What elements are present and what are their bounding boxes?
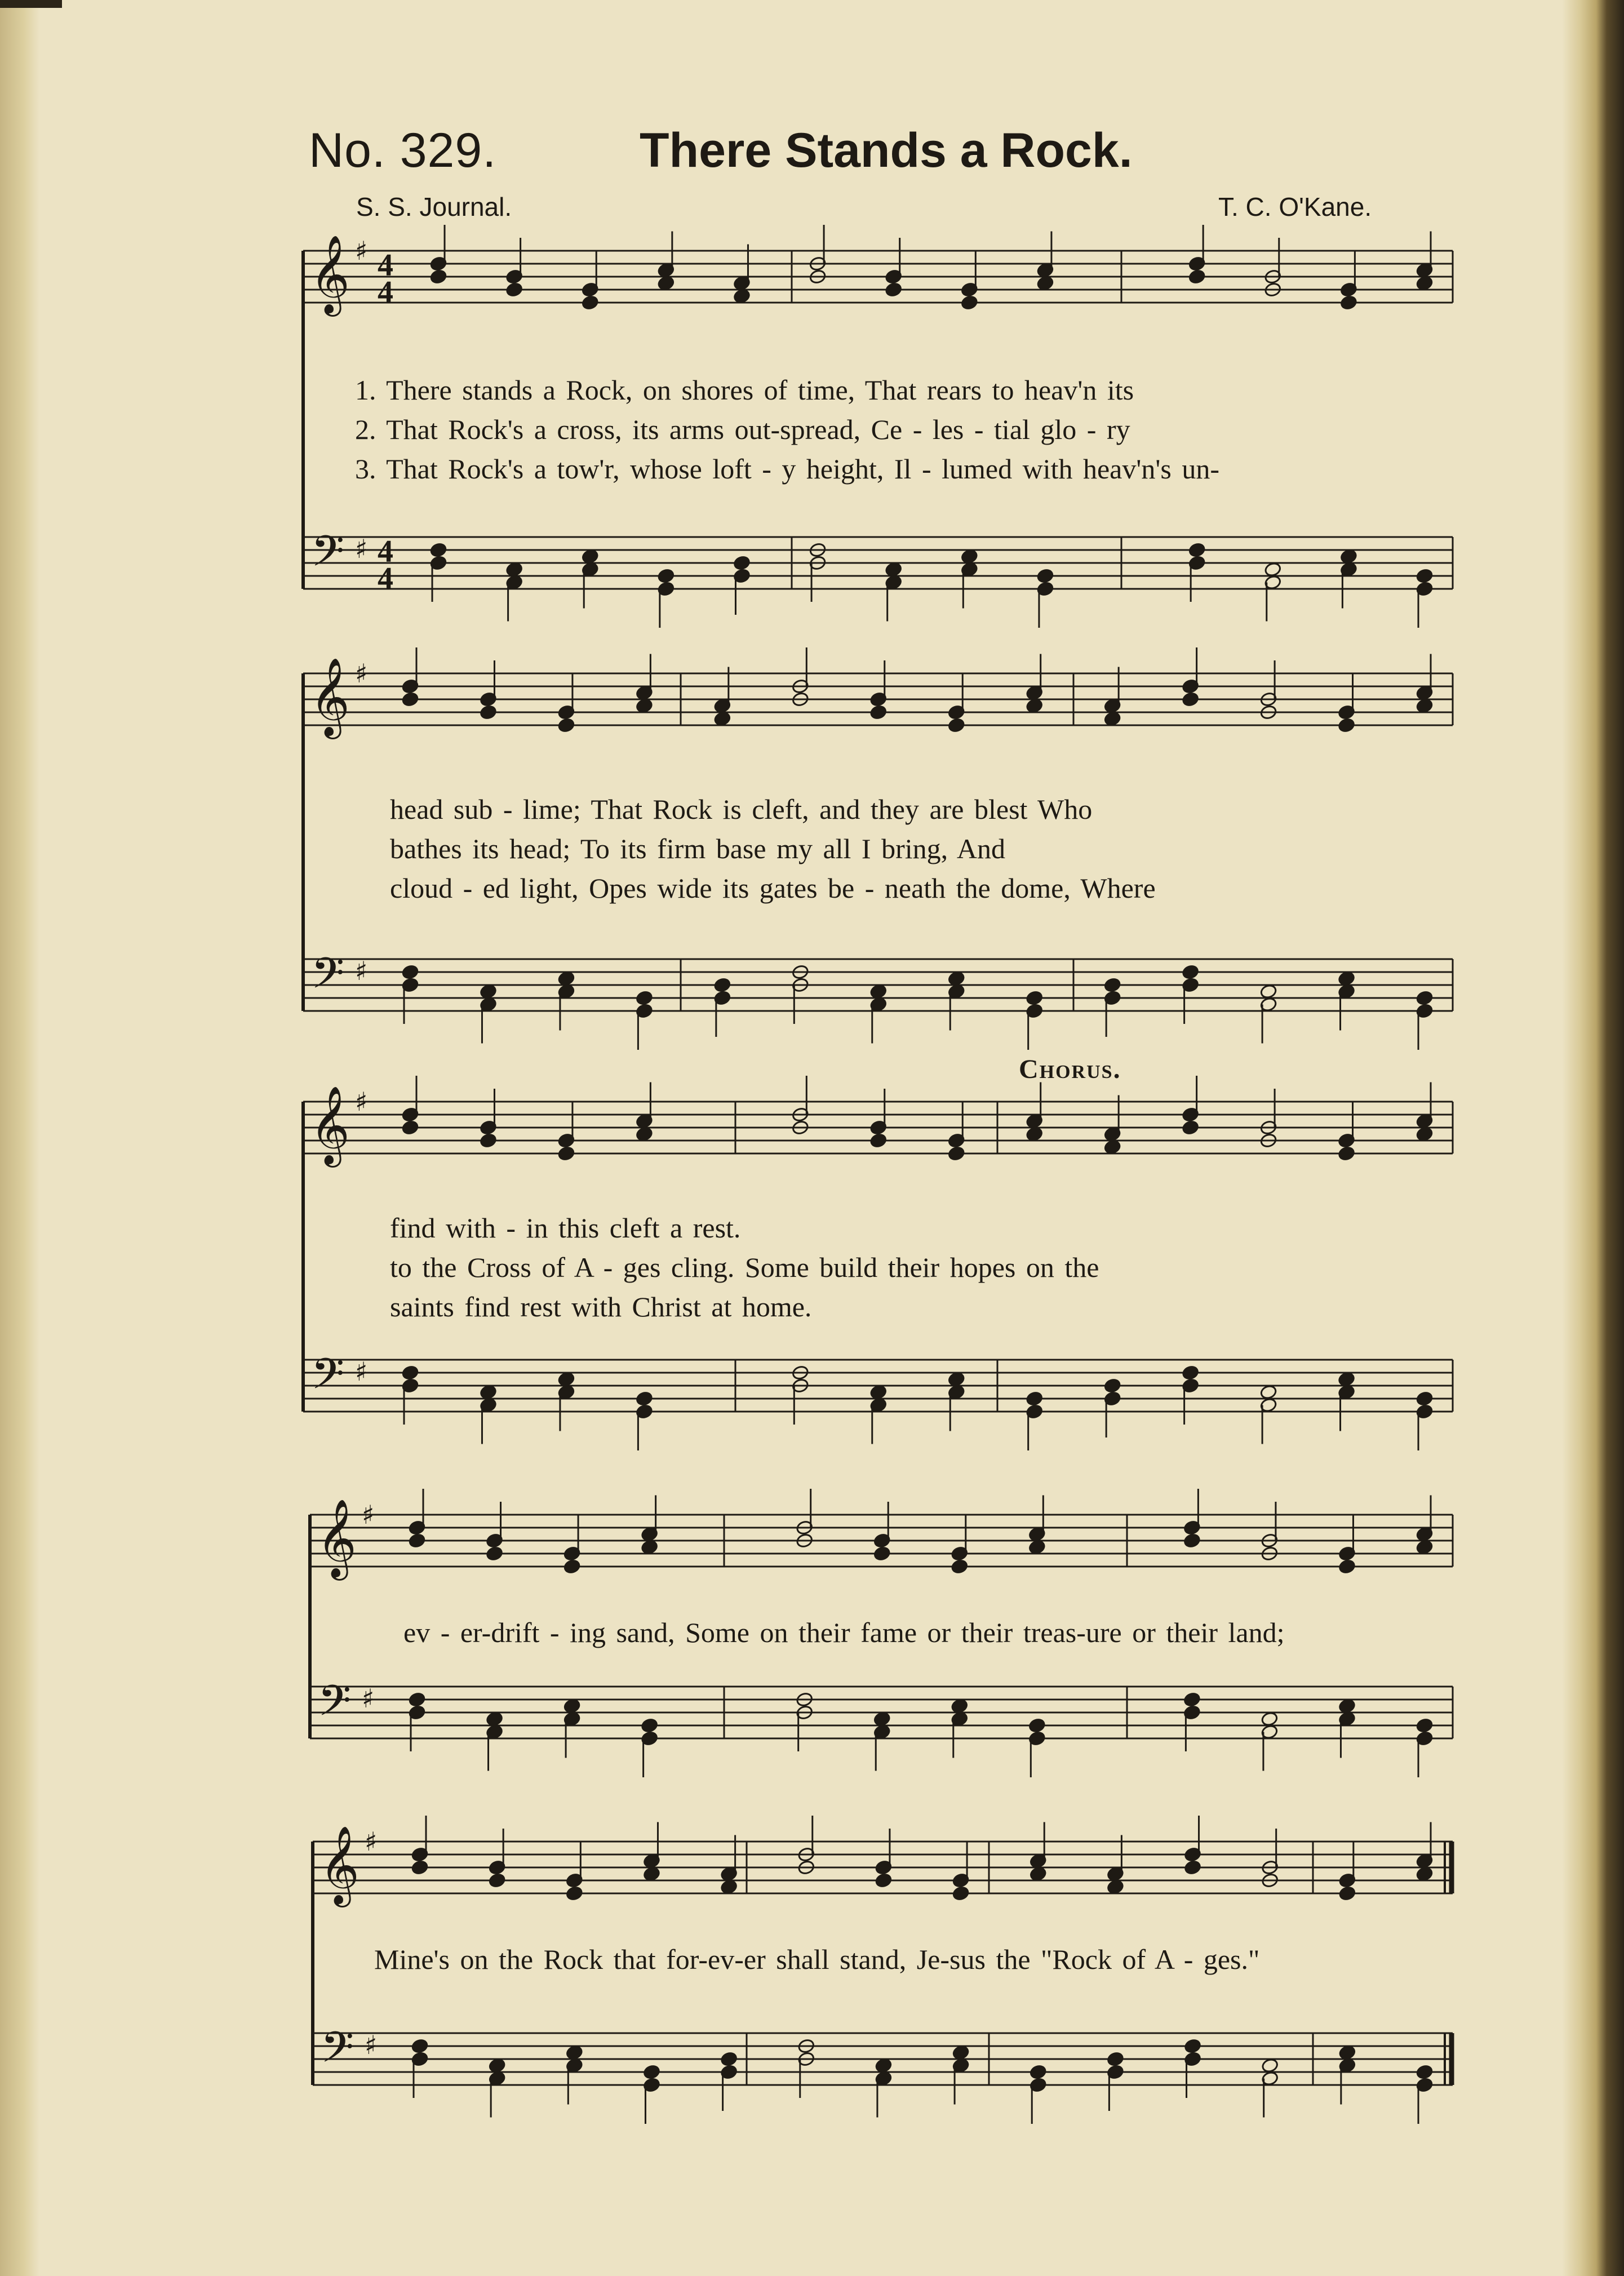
note-head bbox=[1026, 990, 1043, 1006]
note-head bbox=[1338, 2045, 1356, 2061]
sharp-icon: ♯ bbox=[355, 1356, 368, 1387]
note-head bbox=[1104, 977, 1121, 993]
note-head bbox=[885, 562, 902, 578]
note-head bbox=[869, 704, 887, 720]
note-head bbox=[1338, 1372, 1355, 1387]
note-head bbox=[1030, 2064, 1047, 2080]
note-head bbox=[505, 282, 523, 298]
note-head bbox=[948, 717, 965, 733]
note-head bbox=[720, 2051, 738, 2067]
note-head bbox=[401, 1365, 419, 1381]
note-head bbox=[1026, 698, 1043, 714]
lyric-chorus-line-1: ev - er-drift - ing sand, Some on their fame or their treas-ure or their land; bbox=[403, 1617, 1285, 1648]
note-head bbox=[657, 568, 675, 584]
note-head bbox=[1338, 1885, 1356, 1901]
bass-clef-icon: 𝄢 bbox=[318, 1676, 352, 1736]
note-head bbox=[733, 555, 751, 571]
note-head bbox=[489, 2058, 506, 2074]
note-head bbox=[1107, 2051, 1124, 2067]
lyric-verse-2-line-2: bathes its head; To its firm base my all I bring, And bbox=[390, 833, 1005, 864]
note-head bbox=[948, 971, 965, 987]
note-head bbox=[1036, 276, 1054, 291]
note-head bbox=[563, 1559, 580, 1574]
note-head bbox=[951, 1698, 968, 1714]
note-head bbox=[636, 1126, 653, 1142]
sharp-icon: ♯ bbox=[365, 1826, 378, 1857]
treble-clef-icon: 𝄞 bbox=[310, 235, 350, 313]
note-head bbox=[641, 1539, 658, 1555]
note-head bbox=[1028, 1718, 1046, 1733]
note-head bbox=[875, 2058, 892, 2074]
hymn-number: No. 329. bbox=[309, 123, 497, 178]
note-head bbox=[480, 984, 497, 1000]
note-head bbox=[1036, 568, 1054, 584]
hymn-title: There Stands a Rock. bbox=[640, 123, 1133, 178]
treble-clef-icon: 𝄞 bbox=[320, 1826, 360, 1904]
note-head bbox=[1030, 1866, 1047, 1882]
note-head bbox=[948, 1372, 965, 1387]
music-credit: T. C. O'Kane. bbox=[1218, 192, 1372, 221]
sharp-icon: ♯ bbox=[362, 1683, 375, 1714]
note-head bbox=[1026, 1391, 1043, 1407]
lyric-verse-1-line-2: head sub - lime; That Rock is cleft, and they are blest Who bbox=[390, 793, 1093, 825]
note-head bbox=[1104, 711, 1121, 727]
note-head bbox=[1416, 1539, 1433, 1555]
note-head bbox=[1340, 295, 1357, 310]
note-head bbox=[1338, 971, 1355, 987]
note-head bbox=[636, 698, 653, 714]
note-head bbox=[1416, 2064, 1433, 2080]
bass-clef-icon: 𝄢 bbox=[311, 526, 345, 587]
note-head bbox=[401, 691, 419, 707]
treble-clef-icon: 𝄞 bbox=[310, 1086, 350, 1164]
note-head bbox=[480, 704, 497, 720]
bass-clef-icon: 𝄢 bbox=[321, 2022, 354, 2083]
note-head bbox=[948, 1146, 965, 1161]
sharp-icon: ♯ bbox=[365, 2030, 378, 2060]
note-head bbox=[713, 977, 731, 993]
note-head bbox=[951, 1559, 968, 1574]
note-head bbox=[1184, 2038, 1201, 2054]
note-head bbox=[869, 1385, 887, 1400]
note-head bbox=[408, 1533, 425, 1549]
sharp-icon: ♯ bbox=[355, 534, 368, 564]
note-head bbox=[1182, 1365, 1199, 1381]
note-head bbox=[873, 1711, 891, 1727]
note-head bbox=[563, 1698, 580, 1714]
note-head bbox=[1026, 1126, 1043, 1142]
time-signature-bottom: 4 bbox=[378, 561, 393, 596]
lyric-verse-1-line-3: find with - in this cleft a rest. bbox=[390, 1212, 741, 1244]
bass-clef-icon: 𝄢 bbox=[311, 1349, 345, 1409]
note-head bbox=[566, 1885, 583, 1901]
note-head bbox=[429, 542, 447, 558]
note-head bbox=[952, 2045, 969, 2061]
note-head bbox=[1340, 549, 1357, 565]
note-head bbox=[408, 1692, 425, 1707]
note-head bbox=[411, 1860, 428, 1875]
time-signature-top: 4 bbox=[378, 534, 393, 569]
note-head bbox=[1261, 2058, 1279, 2074]
note-head bbox=[1338, 1559, 1356, 1574]
note-head bbox=[643, 1866, 660, 1882]
note-head bbox=[429, 269, 447, 285]
note-head bbox=[961, 549, 978, 565]
note-head bbox=[1028, 1539, 1046, 1555]
lyric-verse-2-line-3: to the Cross of A - ges cling. Some build their hopes on the bbox=[390, 1252, 1099, 1283]
time-signature-top: 4 bbox=[378, 248, 393, 283]
note-head bbox=[557, 971, 575, 987]
sharp-icon: ♯ bbox=[355, 956, 368, 986]
note-head bbox=[1259, 984, 1277, 1000]
note-head bbox=[489, 1873, 506, 1888]
note-head bbox=[1416, 990, 1433, 1006]
lyric-verse-3-line-3: saints find rest with Christ at home. bbox=[390, 1291, 812, 1323]
note-head bbox=[1416, 1126, 1433, 1142]
note-head bbox=[557, 1372, 575, 1387]
sharp-icon: ♯ bbox=[355, 658, 368, 689]
note-head bbox=[1338, 1698, 1356, 1714]
note-head bbox=[869, 1133, 887, 1148]
note-head bbox=[720, 1879, 738, 1895]
note-head bbox=[401, 1120, 419, 1135]
note-head bbox=[713, 711, 731, 727]
note-head bbox=[733, 289, 751, 304]
note-head bbox=[1338, 717, 1355, 733]
treble-clef-icon: 𝄞 bbox=[317, 1499, 357, 1577]
note-head bbox=[582, 295, 599, 310]
note-head bbox=[557, 1146, 575, 1161]
note-head bbox=[1188, 542, 1206, 558]
time-signature-bottom: 4 bbox=[378, 275, 393, 310]
note-head bbox=[411, 2038, 428, 2054]
sharp-icon: ♯ bbox=[355, 1086, 368, 1117]
note-head bbox=[1416, 698, 1433, 714]
note-head bbox=[1416, 568, 1433, 584]
note-head bbox=[875, 1873, 892, 1888]
note-head bbox=[1416, 1866, 1433, 1882]
lyric-chorus-line-2: Mine's on the Rock that for-ev-er shall stand, Je-sus the "Rock of A - ges." bbox=[374, 1944, 1260, 1975]
lyric-verse-1-line-1: 1. There stands a Rock, on shores of time, That rears to heav'n its bbox=[355, 374, 1134, 406]
note-head bbox=[1107, 1879, 1124, 1895]
note-head bbox=[961, 295, 978, 310]
note-head bbox=[401, 964, 419, 980]
note-head bbox=[636, 990, 653, 1006]
lyric-verse-2-line-1: 2. That Rock's a cross, its arms out-spread, Ce - les - tial glo - ry bbox=[355, 414, 1130, 445]
treble-clef-icon: 𝄞 bbox=[310, 658, 350, 736]
note-head bbox=[486, 1546, 503, 1561]
note-head bbox=[1182, 964, 1199, 980]
note-head bbox=[566, 2045, 583, 2061]
note-head bbox=[1183, 1692, 1201, 1707]
note-head bbox=[1416, 276, 1433, 291]
bass-clef-icon: 𝄢 bbox=[311, 948, 345, 1009]
note-head bbox=[636, 1391, 653, 1407]
words-credit: S. S. Journal. bbox=[356, 192, 512, 221]
note-head bbox=[952, 1885, 969, 1901]
note-head bbox=[1188, 269, 1206, 285]
note-head bbox=[873, 1546, 891, 1561]
note-head bbox=[1184, 1860, 1201, 1875]
note-head bbox=[1182, 691, 1199, 707]
note-head bbox=[1416, 1718, 1433, 1733]
note-head bbox=[869, 984, 887, 1000]
note-head bbox=[486, 1711, 503, 1727]
note-head bbox=[643, 2064, 660, 2080]
note-head bbox=[1183, 1533, 1201, 1549]
note-head bbox=[641, 1718, 658, 1733]
note-head bbox=[480, 1385, 497, 1400]
note-head bbox=[1104, 1378, 1121, 1394]
note-head bbox=[582, 549, 599, 565]
note-head bbox=[1264, 562, 1281, 578]
note-head bbox=[657, 276, 675, 291]
note-head bbox=[1261, 1711, 1278, 1727]
chorus-label: Chorus. bbox=[1019, 1054, 1121, 1084]
note-head bbox=[505, 562, 523, 578]
lyric-verse-3-line-2: cloud - ed light, Opes wide its gates be - neath the dome, Where bbox=[390, 872, 1156, 904]
sharp-icon: ♯ bbox=[355, 236, 368, 266]
note-head bbox=[1104, 1139, 1121, 1155]
note-head bbox=[480, 1133, 497, 1148]
note-head bbox=[1259, 1385, 1277, 1400]
note-head bbox=[885, 282, 902, 298]
note-head bbox=[1416, 1391, 1433, 1407]
note-head bbox=[1338, 1146, 1355, 1161]
lyric-verse-3-line-1: 3. That Rock's a tow'r, whose loft - y height, Il - lumed with heav'n's un- bbox=[355, 453, 1219, 485]
note-head bbox=[1182, 1120, 1199, 1135]
sharp-icon: ♯ bbox=[362, 1499, 375, 1530]
note-head bbox=[557, 717, 575, 733]
